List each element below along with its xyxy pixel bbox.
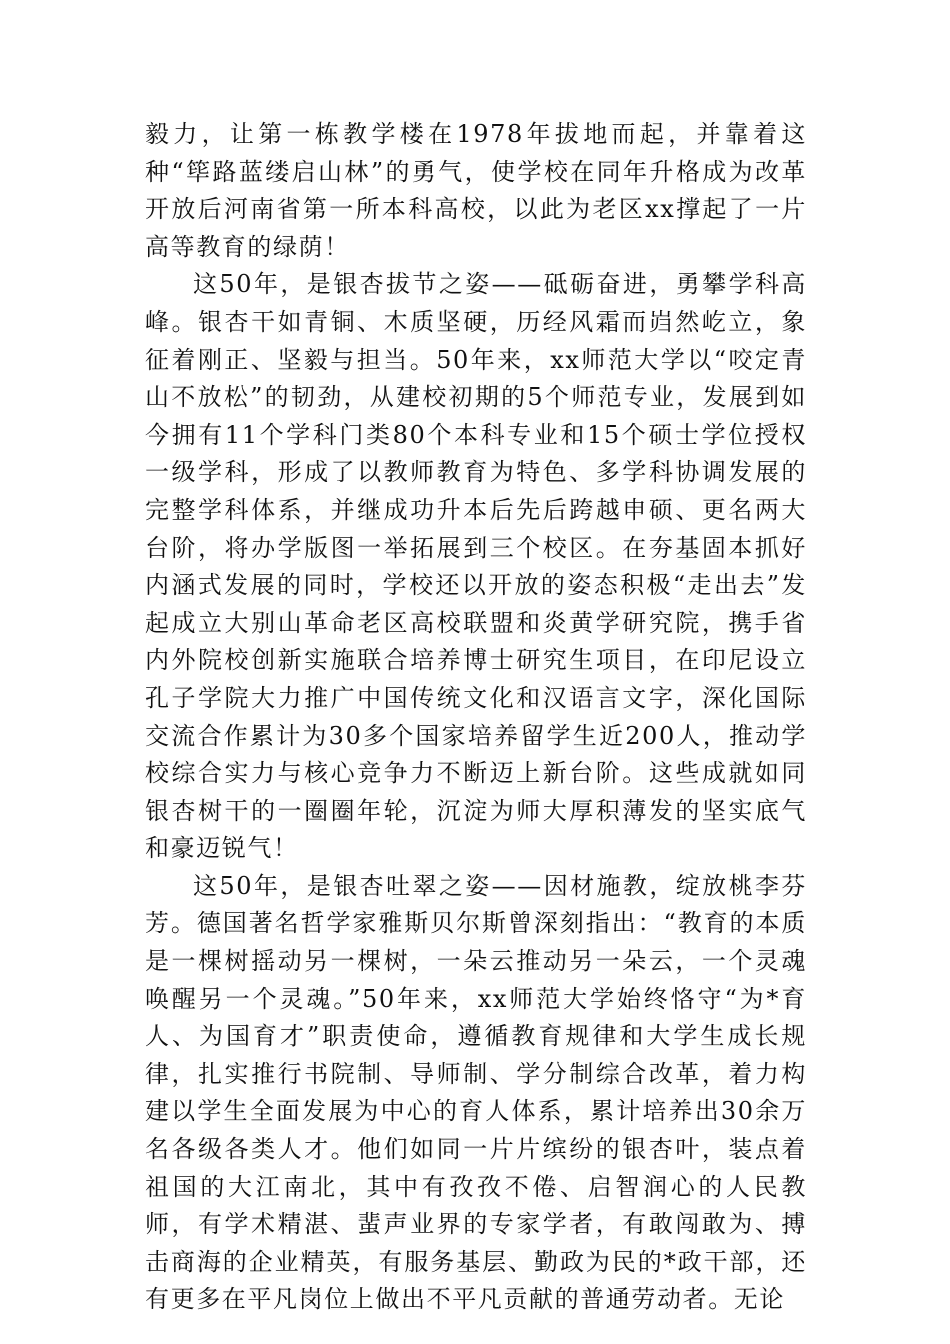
paragraph-ginkgo-leaves: 这50年，是银杏吐翠之姿——因材施教，绽放桃李芬芳。德国著名哲学家雅斯贝尔斯曾深刻指出：“教育的本质是一棵树摇动另一棵树，一朵云推动另一朵云，一个灵魂唤醒另一个灵魂。”50年来，xx师范大学始终恪守“为*育人、为国育才”职责使命，遵循教育规律和大学生成长规律，扎实推行书院制、导师制、学分制综合改革，着力构建以学生全面发展为中心的育人体系，累计培养出30余万名各级各类人才。他们如同一片片缤纷的银杏叶，装点着祖国的大江南北，其中有孜孜不倦、启智润心的人民教师，有学术精湛、蜚声业界的专家学者，有敢闯敢为、搏击商海的企业精英，有服务基层、勤政为民的*政干部，还有更多在平凡岗位上做出不平凡贡献的普通劳动者。无论: [145, 871, 807, 1314]
paragraph-continuation: 毅力，让第一栋教学楼在1978年拔地而起，并靠着这种“筚路蓝缕启山林”的勇气，使学校在同年升格成为改革开放后河南省第一所本科高校，以此为老区xx撑起了一片高等教育的绿荫！: [145, 120, 807, 261]
paragraph-ginkgo-trunk: 这50年，是银杏拔节之姿——砥砺奋进，勇攀学科高峰。银杏干如青铜、木质坚硬，历经风霜而岿然屹立，象征着刚正、坚毅与担当。50年来，xx师范大学以“咬定青山不放松”的韧劲，从建校初期的5个师范专业，发展到如今拥有11个学科门类80个本科专业和15个硕士学位授权一级学科，形成了以教师教育为特色、多学科协调发展的完整学科体系，并继成功升本后先后跨越申硕、更名两大台阶，将办学版图一举拓展到三个校区。在夯基固本抓好内涵式发展的同时，学校还以开放的姿态积极“走出去”发起成立大别山革命老区高校联盟和炎黄学研究院，携手省内外院校创新实施联合培养博士研究生项目，在印尼设立孔子学院大力推广中国传统文化和汉语言文字，深化国际交流合作累计为30多个国家培养留学生近200人，推动学校综合实力与核心竞争力不断迈上新台阶。这些成就如同银杏树干的一圈圈年轮，沉淀为师大厚积薄发的坚实底气和豪迈锐气！: [145, 270, 807, 863]
document-page: [145, 116, 807, 1319]
